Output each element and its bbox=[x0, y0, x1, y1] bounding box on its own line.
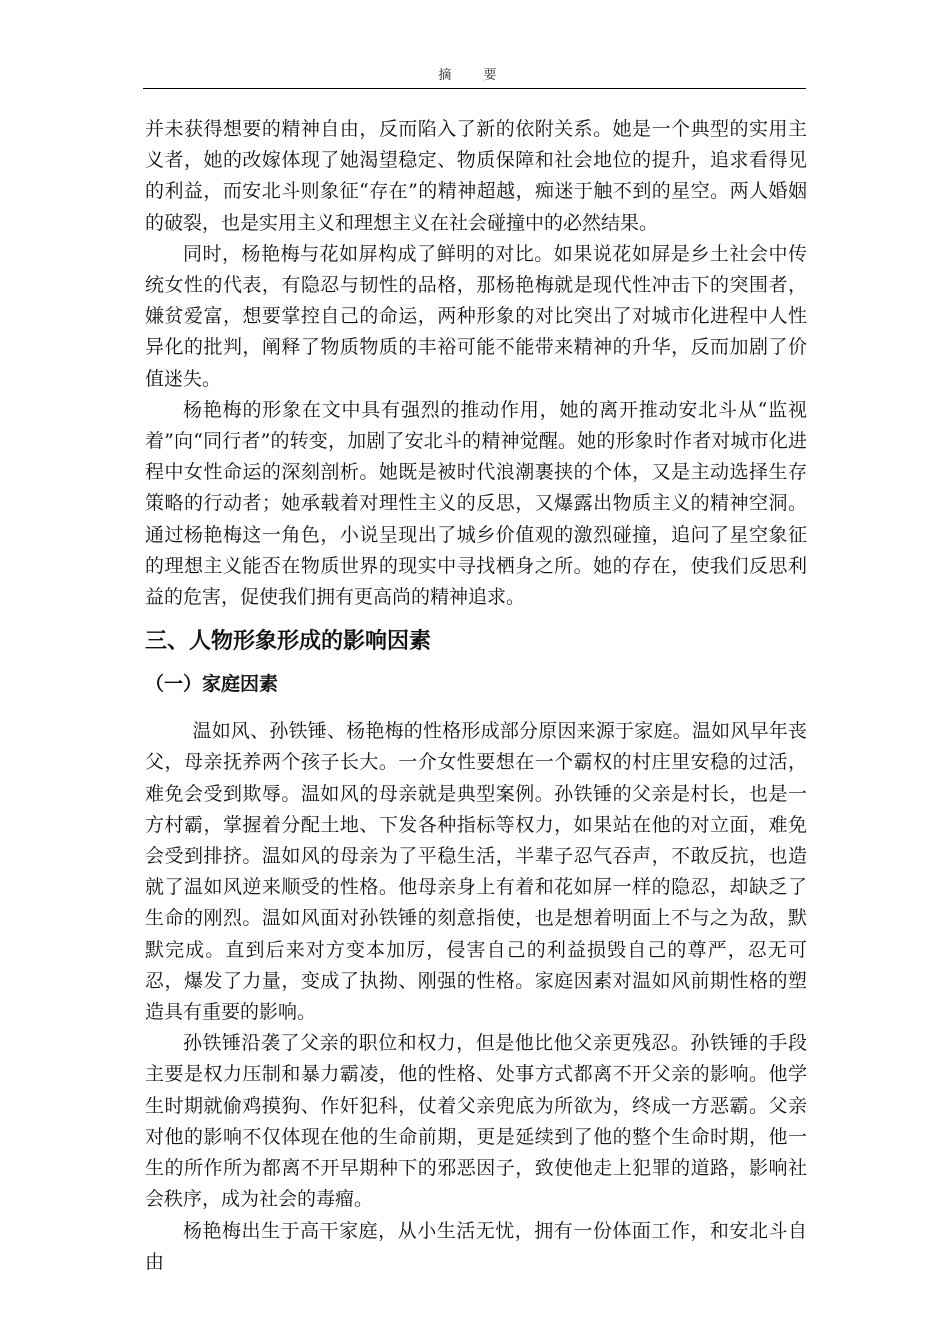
paragraph-2: 同时，杨艳梅与花如屏构成了鲜明的对比。如果说花如屏是乡土社会中传统女性的代表，有隐忍与韧性的品格，那杨艳梅就是现代性冲击下的突围者，嫌贫爱富，想要掌控自己的命运，两种形象的对比突出了对城市化进程中人性异化的批判，阐释了物质物质的丰裕可能不能带来精神的升华，反而加剧了价值迷失。 bbox=[145, 242, 807, 390]
page-header: 摘 要 bbox=[438, 68, 511, 83]
paragraph-6: 杨艳梅出生于高干家庭，从小生活无忧，拥有一份体面工作，和安北斗自由 bbox=[145, 1219, 807, 1273]
paragraph-5: 孙铁锤沿袭了父亲的职位和权力，但是他比他父亲更残忍。孙铁锤的手段主要是权力压制和暴力霸凌，他的性格、处事方式都离不开父亲的影响。他学生时期就偷鸡摸狗、作奸犯科，仗着父亲兜底为所欲为，终成一方恶霸。父亲对他的影响不仅体现在他的生命前期，更是延续到了他的整个生命时期，他一生的所作所为都离不开早期种下的邪恶因子，致使他走上犯罪的道路，影响社会秩序，成为社会的毒瘤。 bbox=[145, 1032, 807, 1211]
document-body bbox=[145, 114, 807, 1278]
section-heading: 三、人物形象形成的影响因素 bbox=[145, 629, 432, 655]
paragraph-4: 温如风、孙铁锤、杨艳梅的性格形成部分原因来源于家庭。温如风早年丧父，母亲抚养两个孩子长大。一介女性要想在一个霸权的村庄里安稳的过活，难免会受到欺辱。温如风的母亲就是典型案例。孙铁锤的父亲是村长，也是一方村霸，掌握着分配土地、下发各种指标等权力，如果站在他的对立面，难免会受到排挤。温如风的母亲为了平稳生活，半辈子忍气吞声，不敢反抗，也造就了温如风逆来顺受的性格。他母亲身上有着和花如屏一样的隐忍，却缺乏了生命的刚烈。温如风面对孙铁锤的刻意指使，也是想着明面上不与之为敌，默默完成。直到后来对方变本加厉，侵害自己的利益损毁自己的尊严，忍无可忍，爆发了力量，变成了执拗、刚强的性格。家庭因素对温如风前期性格的塑造具有重要的影响。 bbox=[145, 720, 807, 1024]
header-rule bbox=[143, 88, 806, 89]
paragraph-1: 并未获得想要的精神自由，反而陷入了新的依附关系。她是一个典型的实用主义者，她的改嫁体现了她渴望稳定、物质保障和社会地位的提升，追求看得见的利益，而安北斗则象征“存在”的精神超越，痴迷于触不到的星空。两人婚姻的破裂，也是实用主义和理想主义在社会碰撞中的必然结果。 bbox=[145, 118, 807, 234]
subsection-heading: （一）家庭因素 bbox=[145, 673, 279, 696]
paragraph-3: 杨艳梅的形象在文中具有强烈的推动作用，她的离开推动安北斗从“监视着”向“同行者”的转变，加剧了安北斗的精神觉醒。她的形象时作者对城市化进程中女性命运的深刻剖析。她既是被时代浪潮裹挟的个体，又是主动选择生存策略的行动者；她承载着对理性主义的反思，又爆露出物质主义的精神空洞。通过杨艳梅这一角色，小说呈现出了城乡价值观的激烈碰撞，追问了星空象征的理想主义能否在物质世界的现实中寻找栖身之所。她的存在，使我们反思利益的危害，促使我们拥有更高尚的精神追求。 bbox=[145, 398, 807, 609]
